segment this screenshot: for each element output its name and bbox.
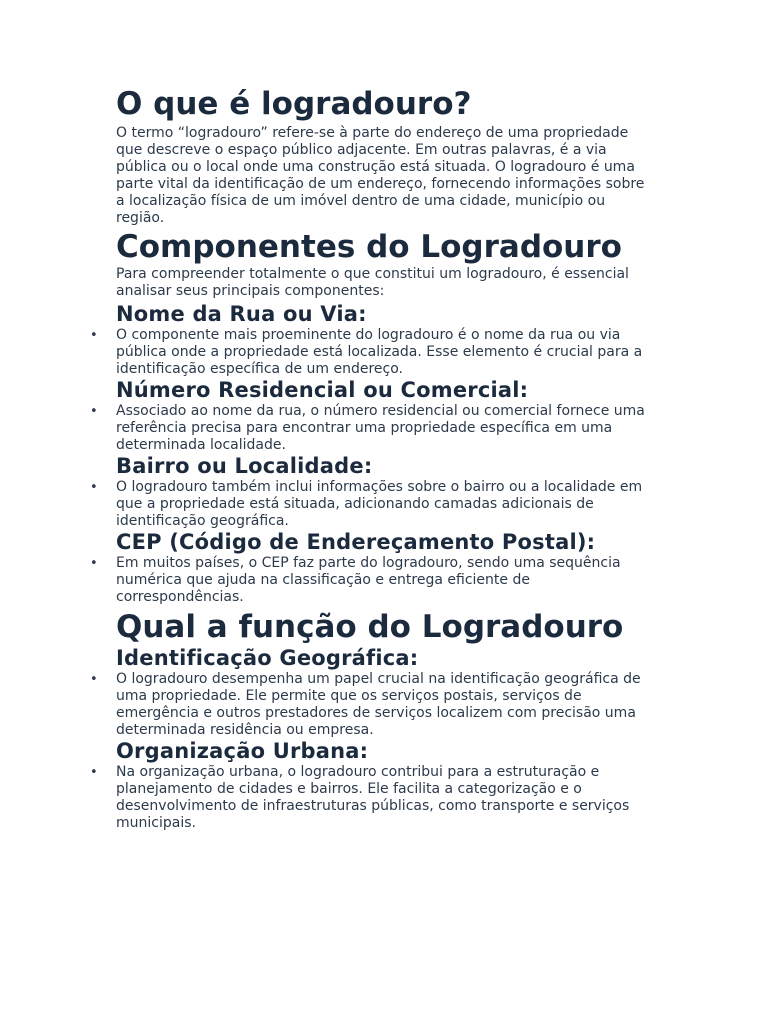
- list-item-text: O componente mais proeminente do logradouro é o nome da rua ou via pública onde a propriedade está localizada. Esse elemento é crucial para a identificação específica de um endereço.: [116, 327, 643, 377]
- list-item-text: Na organização urbana, o logradouro contribui para a estruturação e planejamento de cidades e bairros. Ele facilita a categorização e o desenvolvimento de infraestruturas públicas, como transporte e serviços municipais.: [116, 764, 630, 831]
- bullet-icon: •: [90, 480, 98, 495]
- list-item: [90, 327, 656, 378]
- list-item: [90, 403, 656, 454]
- subheading-neighborhood: Bairro ou Localidade:: [116, 454, 373, 478]
- list-item: [90, 671, 656, 739]
- list-street-name: [90, 327, 656, 378]
- list-item-text: Em muitos países, o CEP faz parte do logradouro, sendo uma sequência numérica que ajuda na classificação e entrega eficiente de correspondências.: [116, 555, 621, 605]
- list-cep: [90, 555, 656, 606]
- document-body: [90, 86, 656, 832]
- bullet-icon: •: [90, 328, 98, 343]
- list-item-text: Associado ao nome da rua, o número residencial ou comercial fornece uma referência precisa para encontrar uma propriedade específica em uma determinada localidade.: [116, 403, 645, 453]
- list-neighborhood: [90, 479, 656, 530]
- list-urban-organization: [90, 764, 656, 832]
- subheading-geographic-identification: Identificação Geográfica:: [116, 646, 419, 670]
- subheading-urban-organization: Organização Urbana:: [116, 739, 369, 763]
- bullet-icon: •: [90, 765, 98, 780]
- subheading-cep: CEP (Código de Endereçamento Postal):: [116, 530, 596, 554]
- list-item: [90, 479, 656, 530]
- list-item-text: O logradouro desempenha um papel crucial na identificação geográfica de uma propriedade. Ele permite que os serviços postais, serviços de emergência e outros prestadores de serviços localizem com precisão uma determinada residência ou empresa.: [116, 671, 641, 738]
- list-number: [90, 403, 656, 454]
- paragraph-components-intro: Para compreender totalmente o que constitui um logradouro, é essencial analisar seus principais componentes:: [116, 266, 629, 299]
- heading-components: Componentes do Logradouro: [116, 229, 622, 265]
- subheading-street-name: Nome da Rua ou Via:: [116, 302, 367, 326]
- bullet-icon: •: [90, 672, 98, 687]
- list-geographic-identification: [90, 671, 656, 739]
- bullet-icon: •: [90, 556, 98, 571]
- paragraph-definition: O termo “logradouro” refere-se à parte do endereço de uma propriedade que descreve o espaço público adjacente. Em outras palavras, é a via pública ou o local onde uma construção está situada. O logradouro é uma parte vital da identificação de um endereço, fornecendo informações sobre a localização física de um imóvel dentro de uma cidade, município ou região.: [116, 125, 645, 226]
- list-item-text: O logradouro também inclui informações sobre o bairro ou a localidade em que a propriedade está situada, adicionando camadas adicionais de identificação geográfica.: [116, 479, 643, 529]
- heading-what-is-logradouro: O que é logradouro?: [116, 86, 472, 122]
- subheading-number: Número Residencial ou Comercial:: [116, 378, 529, 402]
- heading-function: Qual a função do Logradouro: [116, 609, 624, 645]
- bullet-icon: •: [90, 404, 98, 419]
- list-item: [90, 764, 656, 832]
- list-item: [90, 555, 656, 606]
